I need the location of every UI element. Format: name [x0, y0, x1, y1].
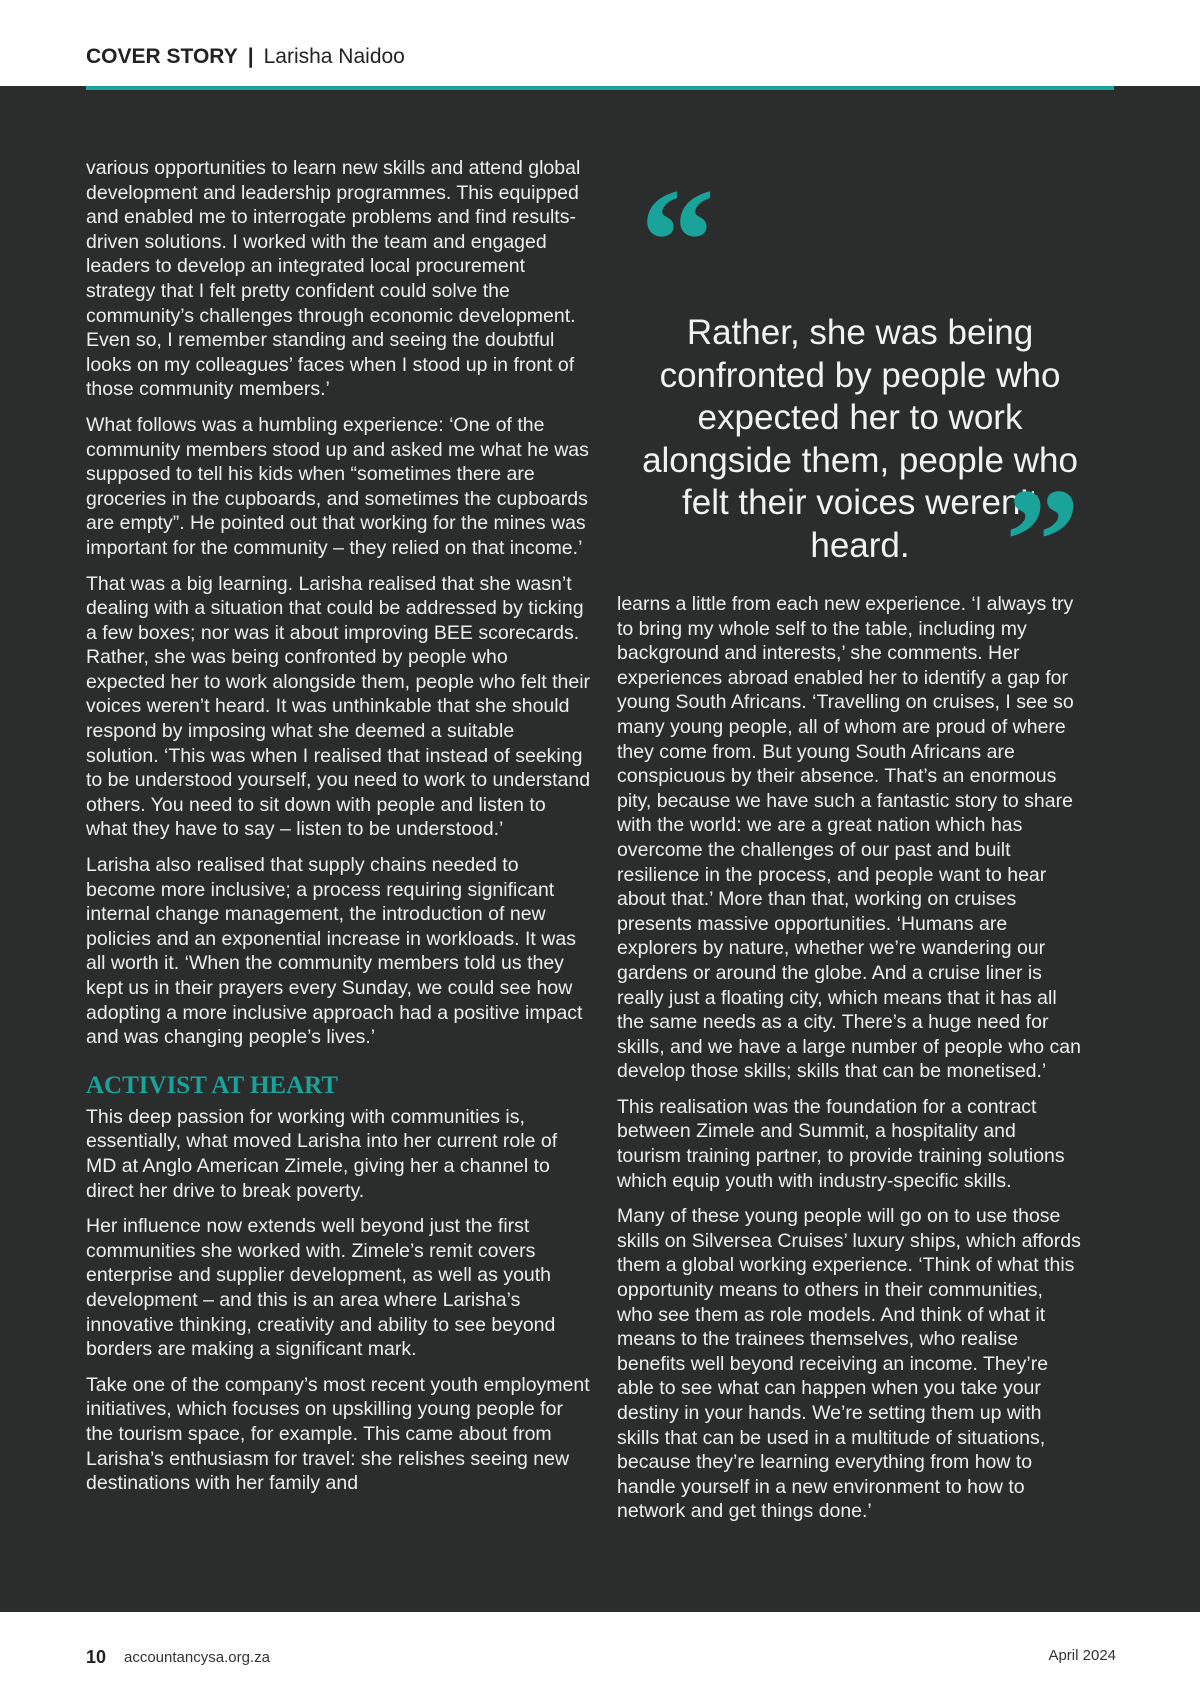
body-paragraph: Many of these young people will go on to use those skills on Silversea Cruises’ luxury ships, which affords them a global working experience. ‘Think of what this opportunity means to others in their communities, who see them as role models. And think of what it means to the trainees themselves, who realise benefits well beyond receiving an income. They’re able to see what can happen when you take your destiny in your hands. We’re setting them up with skills that can be used in a multitude of situations, because they’re learning everything from how to handle yourself in a new environment to how to network and get things done.’	[617, 1205, 1081, 1523]
website-link[interactable]: accountancysa.org.za	[124, 1649, 270, 1666]
close-quote-icon: ”	[1005, 458, 1080, 624]
left-column	[86, 156, 591, 1507]
body-paragraph: various opportunities to learn new skills and attend global development and leadership programmes. This equipped and enabled me to interrogate problems and find results-driven solutions. I worked with the team and engaged leaders to develop an integrated local procurement strategy that I felt pretty confident could solve the community’s challenges through economic development. Even so, I remember standing and seeing the doubtful looks on my colleagues’ faces when I stood up in front of those community members.’	[86, 157, 581, 401]
body-paragraph: That was a big learning. Larisha realised that she wasn’t dealing with a situation that could be addressed by ticking a few boxes; nor was it about improving BEE scorecards. Rather, she was being confronted by people who expected her to work alongside them, people who felt their voices weren’t heard. It was unthinkable that she should respond by imposing what she deemed a suitable solution. ‘This was when I realised that instead of seeking to be understood yourself, you need to work to understand others. You need to sit down with people and listen to what they have to say – listen to be understood.’	[86, 572, 591, 841]
page-header	[0, 0, 1200, 86]
page-footer	[0, 1612, 1200, 1696]
accent-rule	[86, 86, 1114, 90]
pull-quote	[640, 158, 1080, 624]
body-paragraph: This deep passion for working with communities is, essentially, what moved Larisha into her current role of MD at Anglo American Zimele, giving her a channel to direct her drive to break poverty.	[86, 1105, 558, 1202]
right-column	[617, 592, 1082, 1535]
open-quote-icon: “	[640, 158, 715, 324]
issue-date: April 2024	[1048, 1647, 1116, 1664]
section-subheading: ACTIVIST AT HEART	[86, 1071, 338, 1099]
body-paragraph: learns a little from each new experience. ‘I always try to bring my whole self to the table, including my background and interests,’ she comments. Her experiences abroad enabled her to identify a gap for young South Africans. ‘Travelling on cruises, I see so many young people, all of whom are proud of where they come from. But young South Africans are conspicuous by their absence. That’s an enormous pity, because we have such a fantastic story to share with the world: we are a great nation which has overcome the challenges of our past and built resilience in the process, and people want to hear about that.’ More than that, working on cruises presents massive opportunities. ‘Humans are explorers by nature, whether we’re wandering our gardens or around the globe. And a cruise liner is really just a floating city, which means that it has all the same needs as a city. There’s a huge need for skills, and we have a large number of people who can develop those skills; skills that can be monetised.’	[617, 593, 1081, 1083]
body-paragraph: What follows was a humbling experience: ‘One of the community members stood up and asked me what he was supposed to tell his kids when “sometimes there are groceries in the cupboards, and sometimes the cupboards are empty”. He pointed out that working for the mines was important for the community – they relied on that income.’	[86, 413, 589, 559]
body-paragraph: Larisha also realised that supply chains needed to become more inclusive; a process requiring significant internal change management, the introduction of new policies and an exponential increase in workloads. It was all worth it. ‘When the community members told us they kept us in their prayers every Sunday, we could see how adopting a more inclusive approach had a positive impact and was changing people’s lives.’	[86, 854, 583, 1049]
body-paragraph: Take one of the company’s most recent youth employment initiatives, which focuses on upskilling young people for the tourism space, for example. This came about from Larisha’s enthusiasm for travel: she relishes seeing new destinations with her family and	[86, 1373, 590, 1495]
article-panel	[0, 86, 1200, 1612]
header-separator: |	[247, 45, 254, 68]
running-head	[86, 45, 405, 69]
body-paragraph: Her influence now extends well beyond just the first communities she worked with. Zimele’s remit covers enterprise and supplier development, as well as youth development – and this is an area where Larisha’s innovative thinking, creativity and ability to see beyond borders are making a significant mark.	[86, 1215, 556, 1361]
body-paragraph: This realisation was the foundation for a contract between Zimele and Summit, a hospitality and tourism training partner, to provide training solutions which equip youth with industry-specific skills.	[617, 1095, 1065, 1192]
page-number: 10	[86, 1647, 107, 1667]
section-label: COVER STORY	[86, 45, 238, 68]
story-subject: Larisha Naidoo	[263, 45, 405, 68]
pull-quote-text: Rather, she was being confronted by people who expected her to work alongside them, people who felt their voices weren’t heard.	[642, 313, 1078, 565]
